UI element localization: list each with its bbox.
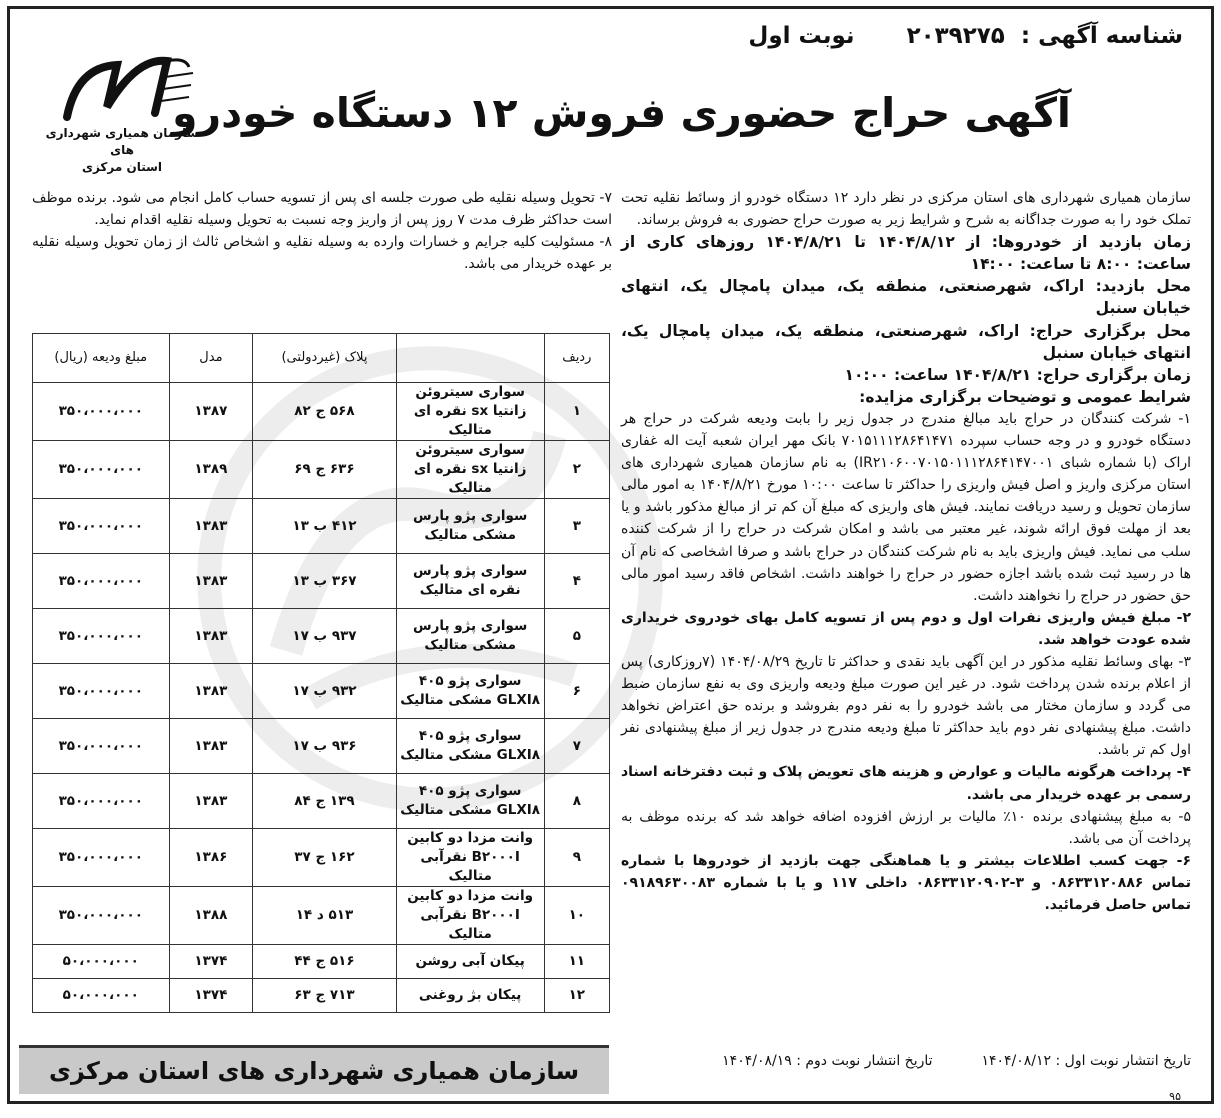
vehicle-name: سواری پژو ۴۰۵ GLXI۸ مشکی متالیک: [396, 719, 544, 774]
table-row: [33, 383, 610, 441]
condition-item: ۳- بهای وسائط نقلیه مذکور در این آگهی باید نقدی و حداکثر تا تاریخ ۱۴۰۴/۰۸/۲۹ (۷روزکاری) پس از اعلام برنده شدن پرداخت شود. در غیر این صورت مبلغ ودیعه واریزی وی به نفع سازمان ضبط می گردد و سازمان مختار می باشد خودرو را به نفر دوم بفروشد و برنده حق اعتراض نخواهد داشت. مبلغ پیشنهادی نفر دوم باید حداکثر تا مبلغ ودیعه مندرج در جدول زیر از مبلغ پیشنهادی نفر اول کم تر باشد.: [621, 653, 1191, 759]
table-row: [33, 499, 610, 554]
vehicle-name: پیکان آبی روشن: [396, 945, 544, 979]
row-number: ۲: [544, 441, 609, 499]
model-year: ۱۳۸۳: [169, 664, 253, 719]
model-year: ۱۳۸۳: [169, 499, 253, 554]
vehicle-name: سواری پژو ۴۰۵ GLXI۸ مشکی متالیک: [396, 664, 544, 719]
publish-dates: [722, 1053, 1191, 1069]
plate: ۶۳۶ ج ۶۹: [253, 441, 396, 499]
row-number: ۸: [544, 774, 609, 829]
vehicle-name: سواری پژو پارس مشکی متالیک: [396, 609, 544, 664]
deposit: ۳۵۰،۰۰۰،۰۰۰: [33, 383, 170, 441]
condition-item: ۲- مبلغ فیش واریزی نفرات اول و دوم پس از تسویه کامل بهای خودروی خریداری شده عودت خواهد شد.: [621, 609, 1191, 648]
deposit: ۳۵۰،۰۰۰،۰۰۰: [33, 499, 170, 554]
ad-id-label: شناسه آگهی :: [1020, 23, 1183, 49]
deposit: ۳۵۰،۰۰۰،۰۰۰: [33, 774, 170, 829]
deposit: ۳۵۰،۰۰۰،۰۰۰: [33, 664, 170, 719]
model-year: ۱۳۸۳: [169, 719, 253, 774]
logo: [32, 47, 212, 176]
table-row: [33, 441, 610, 499]
table-row: [33, 664, 610, 719]
plate: ۳۶۷ ب ۱۳: [253, 554, 396, 609]
right-column: [621, 187, 1191, 916]
logo-caption-2: استان مرکزی: [81, 160, 163, 174]
plate: ۹۳۶ ب ۱۷: [253, 719, 396, 774]
condition-item: ۶- جهت کسب اطلاعات بیشتر و یا هماهنگی جهت بازدید از خودروها با شماره تماس ۰۸۶۳۳۱۲۰۸۸۶ و ۳-۰۸۶۳۳۱۲۰۹۰۲ داخلی ۱۱۷ و یا با شماره ۰۹۱۸۹۶۳۰۰۸۳ تماس حاصل فرمائید.: [621, 852, 1192, 913]
row-number: ۱۰: [544, 887, 609, 945]
condition-item: ۱- شرکت کنندگان در حراج باید مبالغ مندرج در جدول زیر را بابت ودیعه شرکت در حراج هر دستگاه خودرو و در وجه حساب سپرده ۷۰۱۵۱۱۱۲۸۶۴۱۴۷۱ بانک مهر ایران شعبه آیت اله غفاری اراک (با شماره شبای IR۲۱۰۶۰۰۷۰۱۵۰۱۱۱۲۸۶۴۱۴۷۰۰۱) به نام سازمان همیاری شهرداری های استان مرکزی واریز و اصل فیش واریزی را حداکثر تا ساعت ۱۰:۰۰ مورخ ۱۴۰۴/۸/۲۱ به امور مالی سازمان تحویل و رسید دریافت نمایند. فیش های واریزی که مبلغ آن کم تر از مبالغ مذکور باشد و یا بعد از مهلت فوق ارائه شوند، غیر معتبر می باشد و امکان شرکت در حراج را از شرکت کننده سلب می نماید. فیش واریزی باید به نام شرکت کنندگان در حراج باشد و صرفا اشخاصی که نام آن ها در رسید ثبت شده باشد اجازه حضور در حراج را خواهند داشت. اشخاص فاقد رسید امور مالی حق حضور در حراج را نخواهند داشت.: [621, 410, 1192, 604]
table-row: [33, 945, 610, 979]
model-year: ۱۳۸۹: [169, 441, 253, 499]
row-number: ۱۲: [544, 979, 609, 1013]
plate: ۵۱۳ د ۱۴: [253, 887, 396, 945]
plate: ۴۱۲ ب ۱۳: [253, 499, 396, 554]
page-title: آگهی حراج حضوری فروش ۱۲ دستگاه خودرو: [172, 89, 1071, 137]
table-row: [33, 887, 610, 945]
deposit: ۵۰،۰۰۰،۰۰۰: [33, 945, 170, 979]
logo-caption-1: سازمان همیاری شهرداری های: [45, 126, 199, 157]
second-publish-date: ۱۴۰۴/۰۸/۱۹: [722, 1053, 792, 1069]
plate: ۱۳۹ ج ۸۴: [253, 774, 396, 829]
row-number: ۹: [544, 829, 609, 887]
deposit: ۳۵۰،۰۰۰،۰۰۰: [33, 829, 170, 887]
header-vehicle: [396, 334, 544, 383]
vehicle-name: سواری پژو ۴۰۵ GLXI۸ مشکی متالیک: [396, 774, 544, 829]
deposit: ۳۵۰،۰۰۰،۰۰۰: [33, 609, 170, 664]
plate: ۵۱۶ ج ۴۴: [253, 945, 396, 979]
deposit: ۳۵۰،۰۰۰،۰۰۰: [33, 441, 170, 499]
model-year: ۱۳۷۴: [169, 979, 253, 1013]
plate: ۹۳۲ ب ۱۷: [253, 664, 396, 719]
model-year: ۱۳۸۸: [169, 887, 253, 945]
visit-time: زمان بازدید از خودروها: از ۱۴۰۴/۸/۱۲ تا ۱۴۰۴/۸/۲۱ روزهای کاری از ساعت: ۸:۰۰ تا ساعت: ۱۴:۰۰: [621, 233, 1192, 274]
row-number: ۴: [544, 554, 609, 609]
logo-icon: [47, 47, 197, 125]
plate: ۹۳۷ ب ۱۷: [253, 609, 396, 664]
left-column: [32, 187, 612, 275]
table-row: [33, 829, 610, 887]
vehicle-name: سواری سیتروئن زانتیا sx نقره ای متالیک: [396, 383, 544, 441]
model-year: ۱۳۸۶: [169, 829, 253, 887]
table-header-row: [33, 334, 610, 383]
row-number: ۱: [544, 383, 609, 441]
table-row: [33, 719, 610, 774]
deposit: ۳۵۰،۰۰۰،۰۰۰: [33, 719, 170, 774]
vehicle-name: پیکان بژ روغنی: [396, 979, 544, 1013]
model-year: ۱۳۸۳: [169, 609, 253, 664]
table-row: [33, 554, 610, 609]
model-year: ۱۳۸۳: [169, 554, 253, 609]
row-number: ۷: [544, 719, 609, 774]
vehicle-name: سواری پژو پارس نقره ای متالیک: [396, 554, 544, 609]
first-publish-label: تاریخ انتشار نوبت اول :: [1055, 1053, 1191, 1069]
deposit: ۳۵۰،۰۰۰،۰۰۰: [33, 554, 170, 609]
header-deposit: مبلغ ودیعه (ریال): [33, 334, 170, 383]
table-row: [33, 774, 610, 829]
vehicle-name: وانت مزدا دو کابین B۲۰۰۰I نقرآبی متالیک: [396, 887, 544, 945]
model-year: ۱۳۸۳: [169, 774, 253, 829]
table-row: [33, 609, 610, 664]
header-row-number: ردیف: [544, 334, 609, 383]
header-model: مدل: [169, 334, 253, 383]
vehicle-name: وانت مزدا دو کابین B۲۰۰۰I نقرآبی متالیک: [396, 829, 544, 887]
table-row: [33, 979, 610, 1013]
first-publish-date: ۱۴۰۴/۰۸/۱۲: [981, 1053, 1052, 1069]
model-year: ۱۳۷۴: [169, 945, 253, 979]
vehicle-name: سواری سیتروئن زانتیا sx نقره ای متالیک: [396, 441, 544, 499]
row-number: ۳: [544, 499, 609, 554]
ad-id: ۲۰۳۹۲۷۵: [906, 23, 1005, 49]
condition-item: ۴- پرداخت هرگونه مالیات و عوارض و هزینه های تعویض پلاک و ثبت دفترخانه اسناد رسمی بر عهده خریدار می باشد.: [621, 764, 1191, 803]
deposit: ۳۵۰،۰۰۰،۰۰۰: [33, 887, 170, 945]
vehicle-name: سواری پژو پارس مشکی متالیک: [396, 499, 544, 554]
round-label: نوبت اول: [748, 23, 855, 49]
deposit: ۵۰،۰۰۰،۰۰۰: [33, 979, 170, 1013]
row-number: ۶: [544, 664, 609, 719]
row-number: ۵: [544, 609, 609, 664]
condition-item: ۸- مسئولیت کلیه جرایم و خسارات وارده به وسیله نقلیه و اشخاص ثالث از زمان تحویل وسیله نقلیه بر عهده خریدار می باشد.: [32, 234, 612, 273]
condition-item: ۷- تحویل وسیله نقلیه طی صورت جلسه ای پس از تسویه حساب کامل انجام می شود. برنده موظف است حداکثر ظرف مدت ۷ روز پس از واریز وجه نسبت به تحویل وسیله نقلیه اقدام نماید.: [32, 190, 612, 229]
condition-item: ۵- به مبلغ پیشنهادی برنده ۱۰٪ مالیات بر ارزش افزوده اضافه خواهد شد که برنده موظف به پرداخت آن می باشد.: [621, 808, 1191, 847]
second-publish-label: تاریخ انتشار نوبت دوم :: [796, 1053, 933, 1069]
plate: ۱۶۲ ج ۳۷: [253, 829, 396, 887]
auction-place: محل برگزاری حراج: اراک، شهرصنعتی، منطقه یک، میدان پامچال یک، انتهای خیابان سنبل: [621, 321, 1191, 362]
ad-page: [7, 6, 1214, 1104]
intro-text: سازمان همیاری شهرداری های استان مرکزی در نظر دارد ۱۲ دستگاه خودرو از وسائط نقلیه تحت تملک خود را به صورت جداگانه به شرح و شرایط زیر به صورت حراج حضوری به فروش برساند.: [621, 190, 1191, 229]
plate: ۵۶۸ ج ۸۲: [253, 383, 396, 441]
page-number: ۹۵: [1169, 1090, 1181, 1103]
conditions-heading: شرایط عمومی و توضیحات برگزاری مزایده:: [859, 387, 1191, 406]
visit-place: محل بازدید: اراک، شهرصنعتی، منطقه یک، میدان پامچال یک، انتهای خیابان سنبل: [621, 277, 1191, 318]
ad-id-line: [748, 23, 1183, 49]
header-plate: پلاک (غیردولتی): [253, 334, 396, 383]
auction-time: زمان برگزاری حراج: ۱۴۰۴/۸/۲۱ ساعت: ۱۰:۰۰: [844, 365, 1191, 384]
vehicle-table: [32, 333, 610, 1013]
footer-banner: سازمان همیاری شهرداری های استان مرکزی: [19, 1045, 609, 1094]
plate: ۷۱۳ ج ۶۳: [253, 979, 396, 1013]
model-year: ۱۳۸۷: [169, 383, 253, 441]
row-number: ۱۱: [544, 945, 609, 979]
